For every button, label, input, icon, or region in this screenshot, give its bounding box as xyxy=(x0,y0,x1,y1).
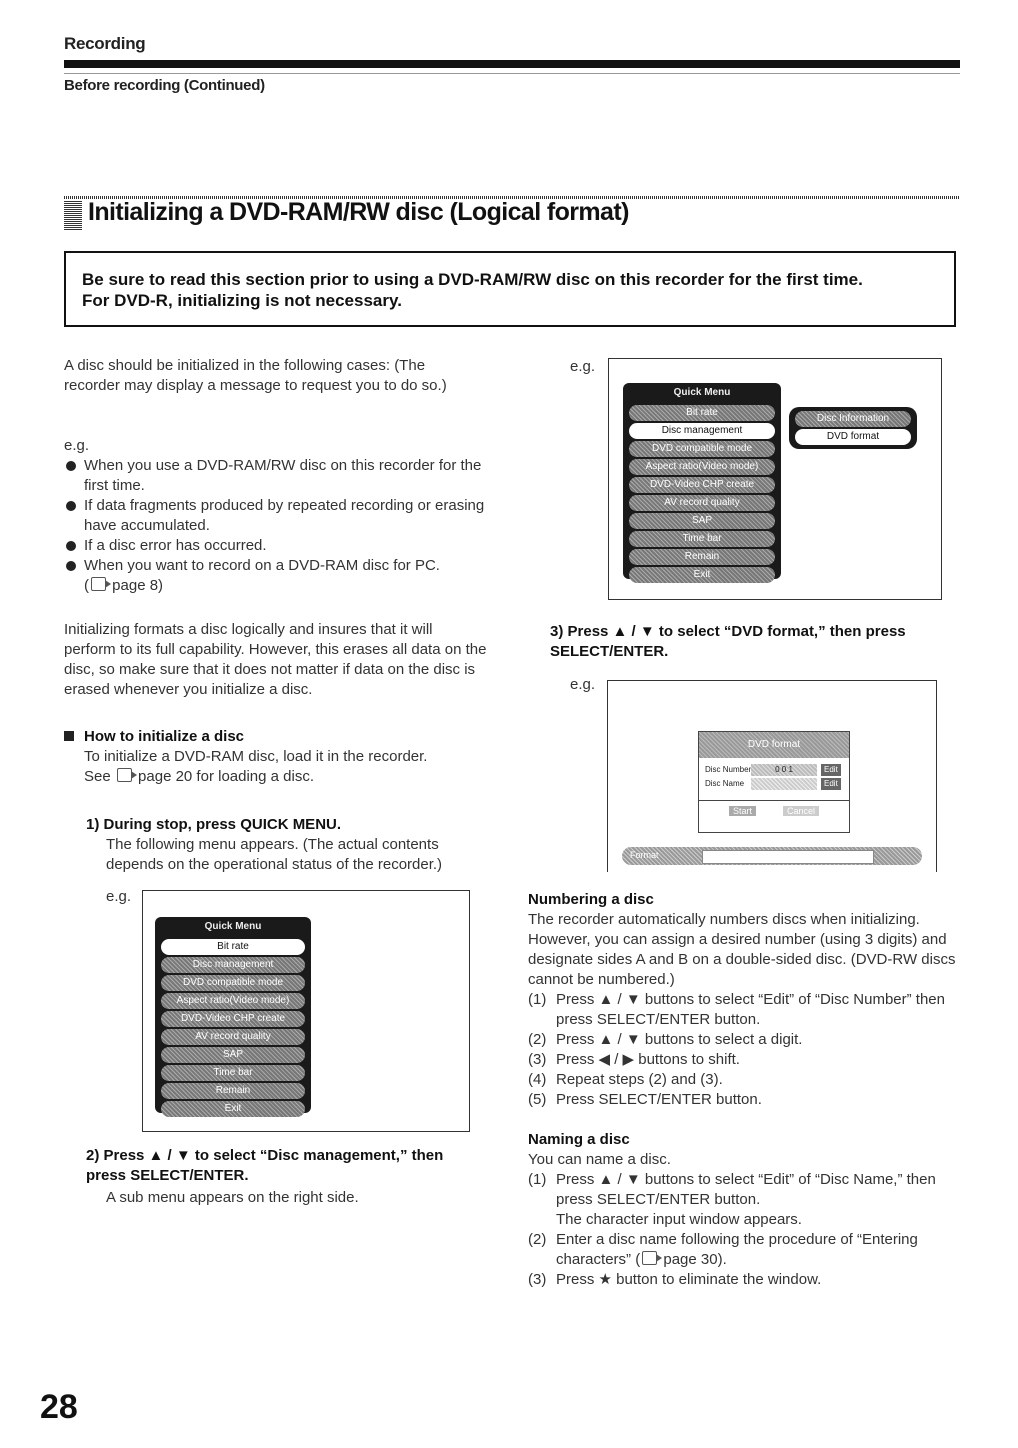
menu-item-bit-rate[interactable]: Bit rate xyxy=(629,405,775,421)
menu-item-sap[interactable]: SAP xyxy=(629,513,775,529)
step-text: Press SELECT/ENTER button. xyxy=(556,1091,762,1108)
bullet-item: If data fragments produced by repeated recording or erasing have accumulated. xyxy=(64,496,488,536)
disc-name-label: Disc Name xyxy=(705,779,745,788)
howto-heading: How to initialize a disc xyxy=(84,728,245,745)
step2-text: A sub menu appears on the right side. xyxy=(106,1189,359,1206)
step-text: Press ◀ / ▶ buttons to shift. xyxy=(556,1051,740,1068)
submenu-dvd-format[interactable]: DVD format xyxy=(795,429,911,445)
menu-item-exit[interactable]: Exit xyxy=(629,567,775,583)
subsection-header: Before recording (Continued) xyxy=(64,77,265,94)
naming-section xyxy=(528,1130,968,1290)
naming-step: (3) Press ★ button to eliminate the window. xyxy=(528,1271,822,1288)
intro-eg: e.g. xyxy=(64,437,90,454)
naming-heading: Naming a disc xyxy=(528,1131,630,1148)
disc-name-field[interactable] xyxy=(751,778,817,790)
menu-item-disc-management[interactable]: Disc management xyxy=(161,957,305,973)
menu-item-dvd-compatible[interactable]: DVD compatible mode xyxy=(161,975,305,991)
eg-label: e.g. xyxy=(570,676,596,693)
howto-line-1: To initialize a DVD-RAM disc, load it in the recorder. xyxy=(84,748,428,765)
numbering-text: The recorder automatically numbers discs when initializing. However, you can assign a desired number (using 3 digits) and designate sides A and B on a double-sided disc. (DVD-RW discs cannot be numbered.) xyxy=(528,911,956,988)
numbering-step xyxy=(528,1070,968,1090)
start-button[interactable]: Start xyxy=(729,806,756,816)
format-bar-label: Format xyxy=(630,850,659,860)
notice-line-2: For DVD-R, initializing is not necessary. xyxy=(82,291,402,310)
step1-heading: 1) During stop, press QUICK MENU. xyxy=(86,816,342,833)
menu-item-bit-rate[interactable]: Bit rate xyxy=(161,939,305,955)
step1-text: The following menu appears. (The actual contents depends on the operational status of the recorder.) xyxy=(106,836,443,873)
bullet-item: When you use a DVD-RAM/RW disc on this recorder for the first time. xyxy=(64,456,488,496)
header-thin-rule xyxy=(64,73,960,74)
numbering-step xyxy=(528,1090,968,1110)
disc-number-value: 0 0 1 xyxy=(751,764,817,776)
submenu-disc-information[interactable]: Disc Information xyxy=(795,411,911,427)
notice-box xyxy=(64,251,956,327)
menu-item-sap[interactable]: SAP xyxy=(161,1047,305,1063)
header-rule xyxy=(64,60,960,68)
disc-name-row xyxy=(705,778,849,790)
disc-number-row xyxy=(705,764,849,776)
menu-item-aspect-ratio[interactable]: Aspect ratio(Video mode) xyxy=(161,993,305,1009)
numbering-heading: Numbering a disc xyxy=(528,891,654,908)
notice-line-1: Be sure to read this section prior to using a DVD-RAM/RW disc on this recorder for the first time. xyxy=(82,270,863,289)
menu-item-chp-create[interactable]: DVD-Video CHP create xyxy=(161,1011,305,1027)
numbering-step xyxy=(528,1030,968,1050)
quick-menu-title: Quick Menu xyxy=(204,921,262,932)
page-reference-icon xyxy=(91,577,106,591)
menu-item-remain[interactable]: Remain xyxy=(161,1083,305,1099)
quick-menu xyxy=(623,383,781,579)
step-text: Repeat steps (2) and (3). xyxy=(556,1071,723,1088)
cancel-button[interactable]: Cancel xyxy=(783,806,819,816)
menu-item-time-bar[interactable]: Time bar xyxy=(161,1065,305,1081)
dialog-title: DVD format xyxy=(699,732,849,758)
naming-text: You can name a disc. xyxy=(528,1151,671,1168)
page-number: 28 xyxy=(40,1388,78,1426)
page-reference-icon xyxy=(117,768,132,782)
menu-item-remain[interactable]: Remain xyxy=(629,549,775,565)
step-subtext: The character input window appears. xyxy=(556,1211,802,1228)
eg-label: e.g. xyxy=(570,358,596,375)
section-header: Recording xyxy=(64,34,146,53)
disc-number-label: Disc Number xyxy=(705,765,752,774)
page-title: Initializing a DVD-RAM/RW disc (Logical format) xyxy=(88,198,629,226)
howto-line-2-post: page 20 for loading a disc. xyxy=(138,768,315,785)
menu-item-exit[interactable]: Exit xyxy=(161,1101,305,1117)
step-text: Enter a disc name following the procedure of “Entering characters” ( xyxy=(556,1231,918,1268)
step2-heading: 2) Press ▲ / ▼ to select “Disc management,” then press SELECT/ENTER. xyxy=(86,1147,444,1184)
title-marker-icon xyxy=(64,200,82,230)
page-reference-icon xyxy=(642,1251,657,1265)
screen-example-3 xyxy=(607,680,937,872)
intro-bullets xyxy=(64,456,488,596)
step-number: (1) xyxy=(528,991,547,1008)
bullet-item: When you want to record on a DVD-RAM disc for PC. ( page 8) xyxy=(64,556,488,596)
menu-item-aspect-ratio[interactable]: Aspect ratio(Video mode) xyxy=(629,459,775,475)
square-bullet-icon xyxy=(64,731,74,741)
step-number: (4) xyxy=(528,1071,547,1088)
menu-item-av-quality[interactable]: AV record quality xyxy=(629,495,775,511)
menu-item-dvd-compatible[interactable]: DVD compatible mode xyxy=(629,441,775,457)
format-explanation: Initializing formats a disc logically and insures that it will perform to its full capability. However, this erases all data on the disc, so make sure that it does not matter if data on the disc is erased whenever you initialize a disc. xyxy=(64,621,487,698)
dvd-format-dialog xyxy=(698,731,850,833)
disc-number-edit-button[interactable]: Edit xyxy=(821,764,841,776)
step-number: (3) xyxy=(528,1051,547,1068)
menu-item-chp-create[interactable]: DVD-Video CHP create xyxy=(629,477,775,493)
step-number: (2) xyxy=(528,1031,547,1048)
intro-paragraph: A disc should be initialized in the following cases: (The recorder may display a message to request you to do so.) xyxy=(64,357,447,394)
numbering-section xyxy=(528,890,968,1110)
disc-submenu xyxy=(789,407,917,449)
menu-item-av-quality[interactable]: AV record quality xyxy=(161,1029,305,1045)
quick-menu-title: Quick Menu xyxy=(673,387,731,398)
numbering-step xyxy=(528,990,968,1030)
step3-heading: 3) Press ▲ / ▼ to select “DVD format,” then press SELECT/ENTER. xyxy=(550,623,906,660)
naming-step: (2) Enter a disc name following the procedure of “Entering characters” ( page 30). xyxy=(528,1231,918,1268)
format-bar-track xyxy=(702,850,874,864)
screen-example-1 xyxy=(142,890,470,1132)
step-text: Press ▲ / ▼ buttons to select “Edit” of “Disc Number” then press SELECT/ENTER button. xyxy=(556,991,945,1028)
dialog-buttons xyxy=(699,800,849,823)
step-text: Press ▲ / ▼ buttons to select a digit. xyxy=(556,1031,803,1048)
bullet-item-text: When you want to record on a DVD-RAM disc for PC. xyxy=(84,557,440,574)
quick-menu xyxy=(155,917,311,1113)
howto-block xyxy=(64,727,488,787)
bullet-item: If a disc error has occurred. xyxy=(64,536,488,556)
howto-line-2-pre: See xyxy=(84,768,111,785)
numbering-step xyxy=(528,1050,968,1070)
disc-name-edit-button[interactable]: Edit xyxy=(821,778,841,790)
step-text: Press ▲ / ▼ buttons to select “Edit” of “Disc Name,” then press SELECT/ENTER button. xyxy=(556,1171,936,1208)
menu-item-time-bar[interactable]: Time bar xyxy=(629,531,775,547)
step-text: Press ★ button to eliminate the window. xyxy=(556,1271,822,1288)
bullet-item-ref: page 8) xyxy=(112,577,164,594)
howto-line-2 xyxy=(64,767,488,787)
step-ref: page 30). xyxy=(663,1251,727,1268)
naming-step: (1) Press ▲ / ▼ buttons to select “Edit” of “Disc Name,” then press SELECT/ENTER button. The character input window appears. xyxy=(528,1171,936,1228)
format-bar xyxy=(622,847,922,865)
menu-item-disc-management[interactable]: Disc management xyxy=(629,423,775,439)
step-number: (5) xyxy=(528,1091,547,1108)
eg-label: e.g. xyxy=(106,888,132,905)
screen-example-2 xyxy=(608,358,942,600)
